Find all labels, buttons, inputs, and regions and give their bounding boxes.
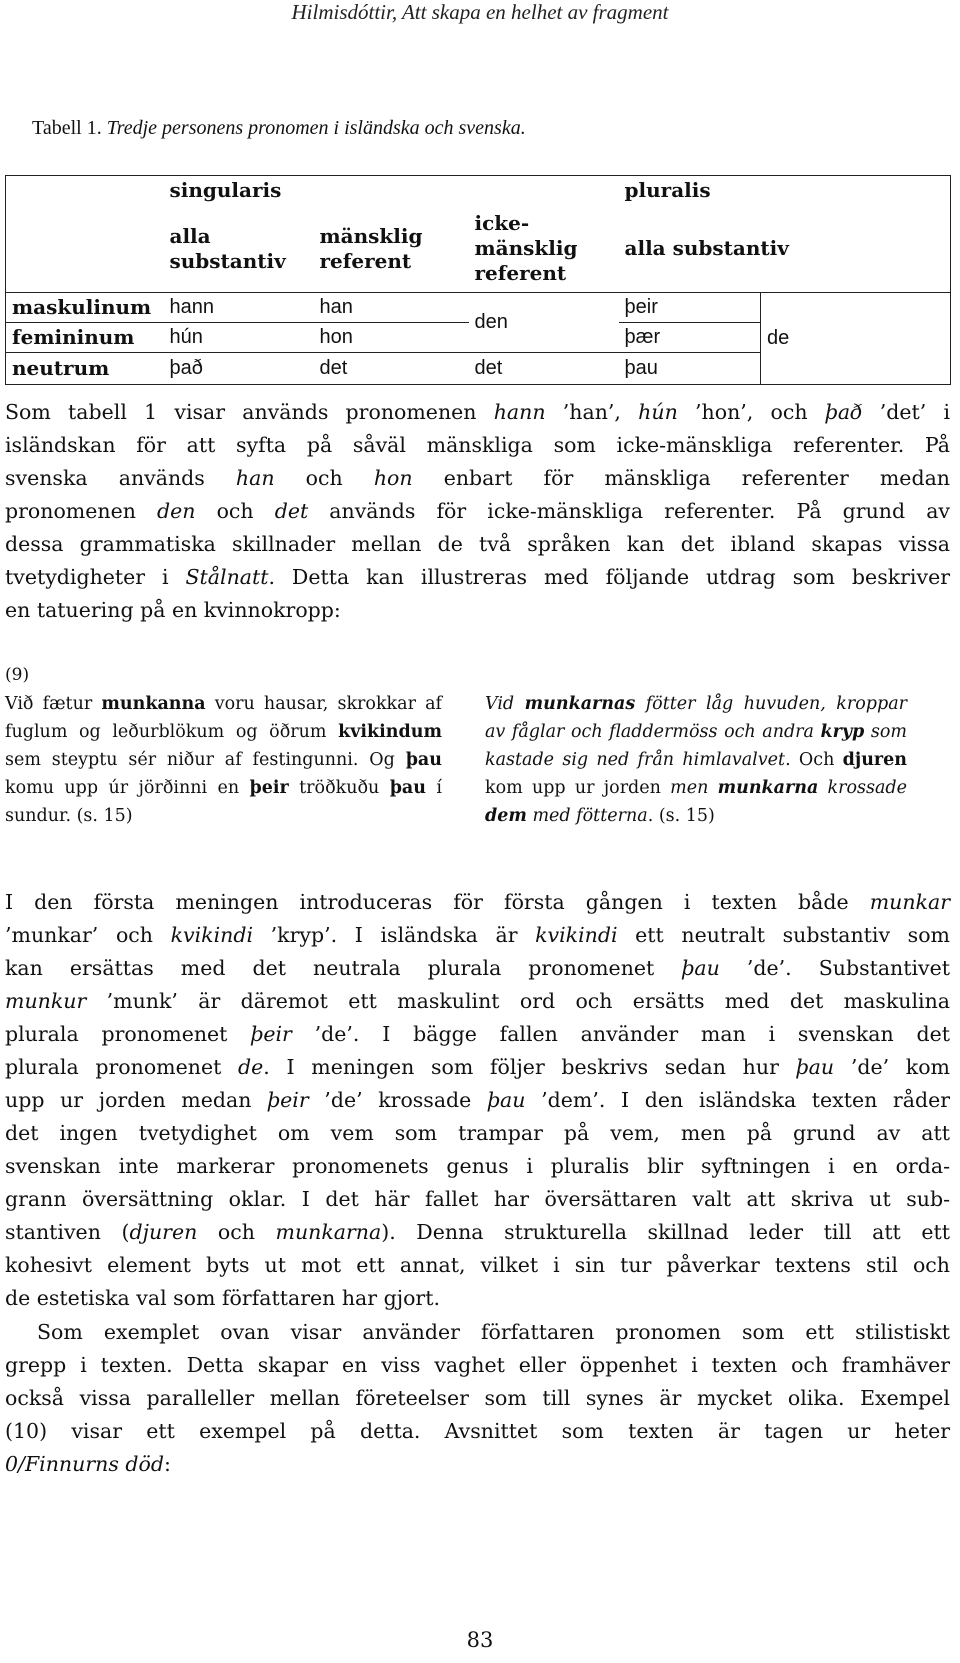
cell-hon: hon	[314, 323, 469, 353]
cell-peir: þeir	[619, 293, 761, 323]
cell-hun: hún	[164, 323, 314, 353]
page-number: 83	[466, 1628, 494, 1652]
header-icke-mansklig-referent: icke- mänsklig referent	[469, 205, 619, 292]
paragraph-2: I den första meningen introduceras för första gången i texten både munkar ’munkar’ och kvikindi ’kryp’. I isländska är kvikindi ett neutralt substantiv som kan ersättas med det neutrala plurala pronomenet þau ’de’. Substantivet munkur ’munk’ är däremot ett maskulint ord och ersätts med det maskulina plurala pronomenet þeir ’de’. I bägge fallen använder man i svenskan det plurala pronomenet de. I meningen som följer beskrivs sedan hur þau ’de’ kom upp ur jorden medan þeir ’de’ krossade þau ’dem’. I den isländska texten råder det ingen tvetydighet om vem som trampar på vem, men på grund av att svenskan inte markerar pronomenets genus i pluralis blir syftningen i en orda- grann översättning oklar. I det här fallet har översättaren valt att skriva ut sub- stantiven (djuren och munkarna). Denna strukturella skillnad leder till att ett kohesivt element byts ut mot ett annat, vilket i sin tur påverkar textens stil och de estetiska val som författaren har gjort.	[5, 890, 951, 1310]
cell-de: de	[761, 293, 951, 385]
paragraph-3: Som exemplet ovan visar använder författaren pronomen som ett stilistiskt grepp i texten. Detta skapar en viss vaghet eller öppenhet i texten och framhäver också vissa paralleller mellan företeelser som till synes är mycket olika. Exempel (10) visar ett exempel på detta. Avsnittet som texten är tagen ur heter 0/Finnurns död:	[5, 1320, 950, 1476]
row-label: neutrum	[6, 352, 164, 384]
header-plural-alla-substantiv: alla substantiv	[619, 205, 951, 292]
table-caption	[32, 117, 526, 140]
running-head: Hilmisdóttir, Att skapa en helhet av fragment	[291, 0, 669, 24]
cell-thau: þau	[619, 352, 761, 384]
header-mansklig-referent: mänsklig referent	[314, 205, 469, 292]
cell-hann: hann	[164, 293, 314, 323]
paragraph-1: Som tabell 1 visar används pronomenen hann ’han’, hún ’hon’, och það ’det’ i isländskan för att syfta på såväl mänskliga som icke-mänskliga referenter. På svenska används han och hon enbart för mänskliga referenter medan pronomenen den och det används för icke-mänskliga referenter. På grund av dessa grammatiska skillnader mellan de två språken kan det ibland skapas vissa tvetydigheter i Stålnatt. Detta kan illustreras med följande utdrag som beskriver en tatuering på en kvinnokropp:	[5, 400, 951, 622]
example-swedish: Vid munkarnas fötter låg huvuden, kroppar av fåglar och fladdermöss och andra kryp som kastade sig ned från himlavalvet. Och djuren kom upp ur jorden men munkarna krossade dem med fötterna. (s. 15)	[485, 694, 908, 826]
cell-den: den	[469, 293, 619, 353]
header-pluralis: pluralis	[619, 176, 951, 206]
cell-han: han	[314, 293, 469, 323]
table-caption-title: Tredje personens pronomen i isländska och svenska.	[106, 117, 526, 139]
cell-det-icke: det	[469, 352, 619, 384]
cell-det: det	[314, 352, 469, 384]
example-number: (9)	[5, 665, 30, 685]
table-corner	[6, 176, 164, 206]
example-icelandic: Við fætur munkanna voru hausar, skrokkar af fuglum og leðurblökum og öðrum kvikindum sem steyptu sér niður af festingunni. Og þau komu upp úr jörðinni en þeir tröðkuðu þau í sundur. (s. 15)	[5, 694, 443, 826]
row-label: maskulinum	[6, 293, 164, 323]
table-caption-label: Tabell 1.	[32, 117, 107, 139]
header-alla-substantiv: alla substantiv	[164, 205, 314, 292]
cell-paer: þær	[619, 323, 761, 353]
cell-thad: það	[164, 352, 314, 384]
pronoun-table	[5, 175, 951, 385]
header-singularis: singularis	[164, 176, 619, 206]
row-label: femininum	[6, 323, 164, 353]
table-corner-2	[6, 205, 164, 292]
